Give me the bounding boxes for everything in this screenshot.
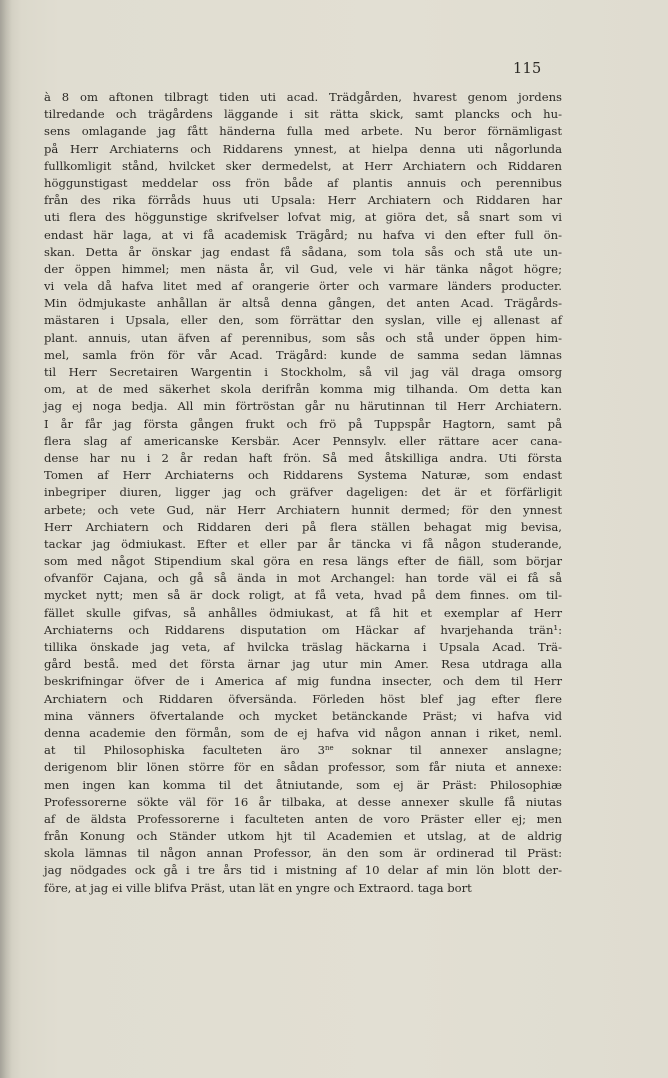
- text-line: arbete; och vete Gud, när Herr Archiatern hunnit dermed; för den ynnest: [44, 502, 562, 517]
- text-line: plant. annuis, utan äfven af perennibus, som sås och stå under öppen him-: [44, 330, 562, 345]
- text-line: tackar jag ödmiukast. Efter et eller par år täncka vi få någon studerande,: [44, 536, 562, 551]
- text-line: vi vela då hafva litet med af orangerie örter och varmare länders producter.: [44, 279, 562, 294]
- text-line-with-superscript: [44, 742, 562, 759]
- text-line: skola lämnas til någon annan Professor, än den som är ordinerad til Präst:: [44, 846, 562, 861]
- text-line: men ingen kan komma til det åtniutande, som ej är Präst: Philosophiæ: [44, 777, 562, 792]
- text-line: flera slag af americanske Kersbär. Acer Pennsylv. eller rättare acer cana-: [44, 433, 562, 448]
- text-line: mästaren i Upsala, eller den, som förrättar den syslan, ville ej allenast af: [44, 313, 562, 328]
- text-line: sens omlagande jag fått händerna fulla med arbete. Nu beror förnämligast: [44, 124, 562, 139]
- text-line: Min ödmjukaste anhållan är altså denna gången, det anten Acad. Trägårds-: [44, 296, 562, 311]
- text-line: Professorerne sökte väl för 16 år tilbaka, at desse annexer skulle få niutas: [44, 794, 562, 809]
- text-line: jag ej noga bedja. All min förtröstan går nu härutinnan til Herr Archiatern.: [44, 399, 562, 414]
- text-line: Archiaterns och Riddarens disputation om Häckar af hvarjehanda trän¹:: [44, 622, 562, 637]
- text-line: denna academie den förmån, som de ej hafva vid någon annan i riket, neml.: [44, 725, 562, 740]
- page-number: 115: [513, 61, 542, 77]
- text-segment: soknar til annexer anslagne;: [333, 743, 562, 758]
- text-line: om, at de med säkerhet skola derifrån komma mig tilhanda. Om detta kan: [44, 382, 562, 397]
- text-line: til Herr Secretairen Wargentin i Stockholm, så vil jag väl draga omsorg: [44, 365, 562, 379]
- text-line: endast här laga, at vi få academisk Trägård; nu hafva vi den efter full ön-: [44, 227, 562, 242]
- text-line: derigenom blir lönen större för en sådan professor, som får niuta et annexe:: [44, 760, 562, 775]
- text-segment: at til Philosophiska faculteten äro 3: [44, 743, 326, 758]
- text-line: före, at jag ei ville blifva Präst, utan lät en yngre och Extraord. taga bort: [44, 880, 472, 895]
- text-line: Herr Archiatern och Riddaren deri på flera ställen behagat mig bevisa,: [44, 519, 562, 534]
- text-line: beskrifningar öfver de i America af mig fundna insecter, och dem til Herr: [44, 674, 562, 689]
- text-line: fullkomligit stånd, hvilcket sker dermedelst, at Herr Archiatern och Riddaren: [44, 158, 562, 173]
- text-line: skan. Detta år önskar jag endast få sådana, som tola sås och stå ute un-: [44, 244, 562, 259]
- text-line: Tomen af Herr Archiaterns och Riddarens Systema Naturæ, som endast: [44, 468, 562, 483]
- text-line: fället skulle gifvas, så anhålles ödmiukast, at få hit et exemplar af Herr: [44, 605, 562, 620]
- text-line: af de äldsta Professorerne i faculteten anten de voro Präster eller ej; men: [44, 811, 562, 826]
- text-line: mel, samla frön för vår Acad. Trägård: kunde de samma sedan lämnas: [44, 347, 562, 362]
- text-line: I år får jag första gången frukt och frö på Tuppspår Hagtorn, samt på: [44, 416, 562, 431]
- text-line: mina vänners öfvertalande och mycket betänckande Präst; vi hafva vid: [44, 708, 562, 723]
- body-text: [44, 89, 562, 897]
- text-line: dense har nu i 2 år redan haft frön. Så med åtskilliga andra. Uti första: [44, 450, 562, 465]
- text-line: uti flera des höggunstige skrifvelser lofvat mig, at giöra det, så snart som vi: [44, 210, 562, 225]
- text-line: tillika önskade jag veta, af hvilcka träslag häckarna i Upsala Acad. Trä-: [44, 640, 562, 654]
- text-line: ofvanför Cajana, och gå så ända in mot Archangel: han torde väl ei få så: [44, 571, 562, 586]
- text-line: à 8 om aftonen tilbragt tiden uti acad. Trädgården, hvarest genom jordens: [44, 90, 562, 104]
- text-line: inbegriper diuren, ligger jag och gräfver dageligen: det är et förfärligit: [44, 485, 562, 500]
- text-line: höggunstigast meddelar oss frön både af plantis annuis och perennibus: [44, 175, 562, 190]
- text-line: mycket nytt; men så är dock roligt, at få veta, hvad på dem finnes. om til-: [44, 588, 562, 603]
- text-line: tilredande och trägårdens läggande i sit rätta skick, samt plancks och hu-: [44, 107, 562, 122]
- text-line: från Konung och Ständer utkom hjt til Academien et utslag, at de aldrig: [44, 829, 562, 844]
- text-line: som med något Stipendium skal göra en resa längs efter de fiäll, som börjar: [44, 554, 562, 569]
- text-line: gård bestå. med det första ärnar jag utur min Amer. Resa utdraga alla: [44, 657, 562, 672]
- text-line: på Herr Archiaterns och Riddarens ynnest, at hielpa denna uti någorlunda: [44, 141, 562, 156]
- text-line: der öppen himmel; men nästa år, vil Gud, vele vi här tänka något högre;: [44, 261, 562, 276]
- superscript-abbrev: ne: [325, 744, 334, 753]
- text-line: jag nödgades ock gå i tre års tid i mistning af 10 delar af min lön blott der-: [44, 863, 562, 878]
- text-line: från des rika förråds huus uti Upsala: Herr Archiatern och Riddaren har: [44, 193, 562, 208]
- text-line: Archiatern och Riddaren öfversända. Förleden höst blef jag efter flere: [44, 691, 562, 706]
